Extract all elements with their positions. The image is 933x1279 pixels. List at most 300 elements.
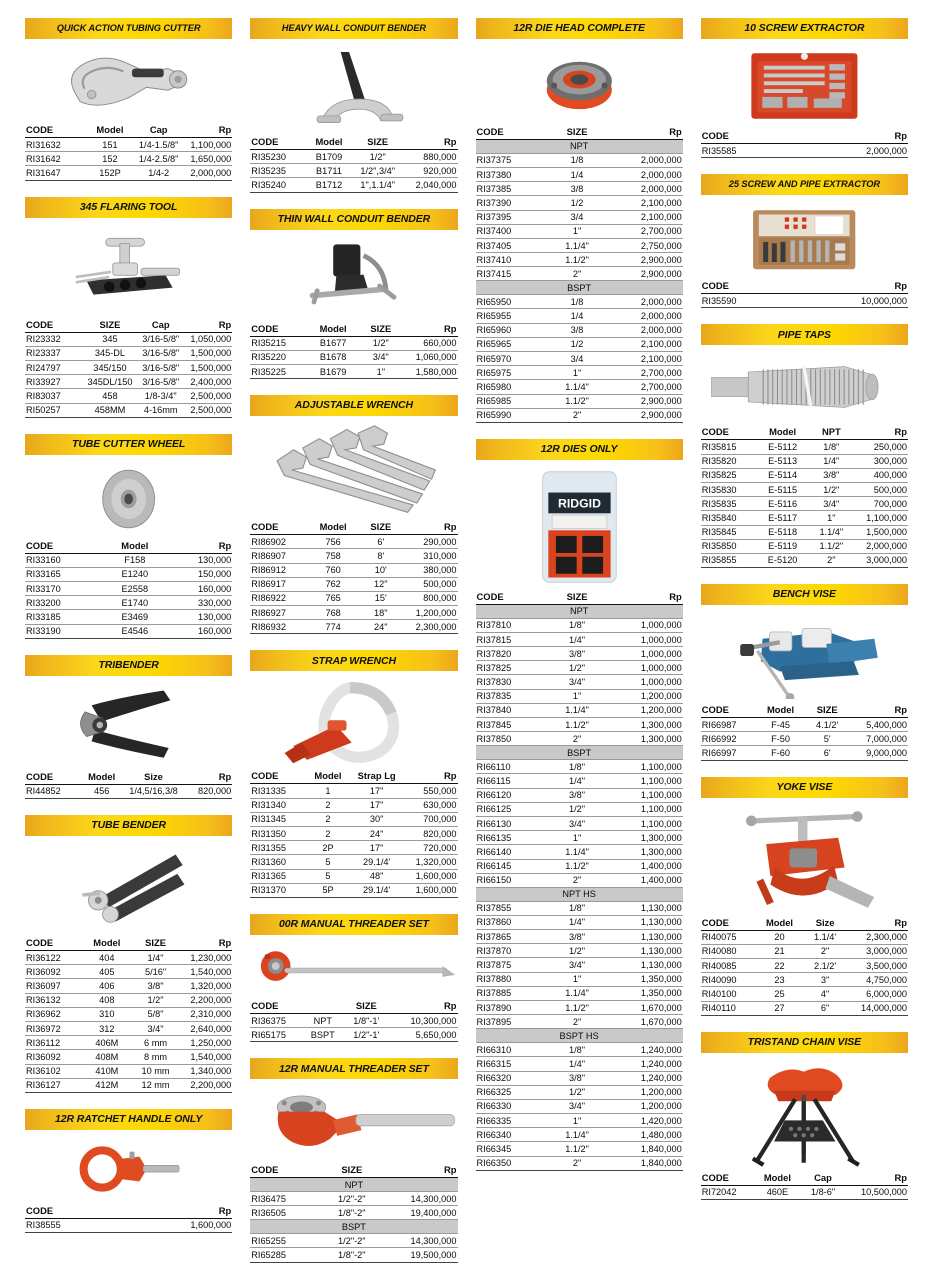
spec-table — [250, 322, 457, 380]
spec-table — [701, 425, 908, 568]
section-spacer — [250, 379, 457, 395]
table-row — [25, 1021, 232, 1035]
column-header: Cap — [800, 1171, 846, 1186]
table-row — [476, 1128, 683, 1142]
product-price: 2,700,000 — [608, 380, 683, 394]
table-row — [250, 1206, 457, 1220]
product-price: 1,200,000 — [608, 1085, 683, 1099]
product-code: RI37810 — [476, 618, 546, 632]
table-row — [476, 774, 683, 788]
product-attr: 2P — [306, 841, 350, 855]
product-attr: 1/2 — [546, 337, 608, 351]
table-row — [476, 1043, 683, 1057]
column-header: CODE — [25, 539, 100, 554]
product-price: 1,600,000 — [139, 1218, 232, 1232]
table-row — [476, 718, 683, 732]
product-price: 2,000,000 — [608, 182, 683, 196]
product-code: RI66992 — [701, 732, 757, 746]
column-header: Rp — [139, 1204, 232, 1219]
product-attr: 1.1/2" — [546, 859, 608, 873]
product-attr: E-5116 — [757, 497, 809, 511]
product-code: RI37895 — [476, 1015, 546, 1029]
table-row — [250, 1234, 457, 1248]
column-header: Rp — [404, 135, 458, 150]
section-banner — [25, 197, 232, 218]
column-header: Rp — [391, 999, 457, 1014]
table-row — [250, 563, 457, 577]
column-header: CODE — [701, 279, 815, 294]
table-header-row — [701, 279, 908, 294]
product-price: 290,000 — [404, 535, 458, 549]
product-attr: 1/4" — [546, 774, 608, 788]
table-header-row — [25, 539, 232, 554]
table-header-row — [25, 318, 232, 333]
table-row — [476, 352, 683, 366]
product-section — [25, 197, 232, 434]
product-attr: 10 mm — [131, 1064, 181, 1078]
product-price: 1,300,000 — [608, 718, 683, 732]
product-attr: 2 — [306, 812, 350, 826]
product-price: 1,500,000 — [185, 360, 233, 374]
product-attr: 1.1/2" — [546, 1142, 608, 1156]
product-attr: 410M — [83, 1064, 131, 1078]
table-row — [701, 732, 908, 746]
column-header: Model — [83, 936, 131, 951]
product-price: 380,000 — [404, 563, 458, 577]
section-spacer — [476, 1171, 683, 1187]
section-banner — [476, 439, 683, 460]
product-attr: 152 — [87, 152, 133, 166]
table-row — [25, 1064, 232, 1078]
table-header-row — [25, 936, 232, 951]
product-attr: 460E — [755, 1185, 801, 1199]
column-header: SIZE — [546, 125, 608, 140]
table-row — [25, 389, 232, 403]
section-spacer — [250, 193, 457, 209]
product-price: 500,000 — [404, 577, 458, 591]
product-code: RI35215 — [250, 336, 308, 350]
column-header: Model — [757, 425, 809, 440]
table-row — [250, 150, 457, 164]
product-code: RI37815 — [476, 632, 546, 646]
group-label: BSPT — [250, 1220, 457, 1234]
product-code: RI35835 — [701, 497, 757, 511]
table-header-row — [701, 703, 908, 718]
product-price: 1,350,000 — [608, 986, 683, 1000]
product-attr: F158 — [100, 553, 170, 567]
table-row — [476, 408, 683, 422]
product-code: RI36102 — [25, 1064, 83, 1078]
column-header: Strap Lg — [350, 769, 404, 784]
product-attr: 27 — [757, 1001, 803, 1015]
table-row — [701, 525, 908, 539]
column-header: CODE — [25, 123, 87, 138]
table-row — [701, 987, 908, 1001]
table-row — [701, 497, 908, 511]
column-header: Cap — [133, 123, 185, 138]
product-price: 2,000,000 — [854, 539, 908, 553]
product-attr: 25 — [757, 987, 803, 1001]
table-group-row — [250, 1220, 457, 1234]
table-row — [250, 606, 457, 620]
table-row — [476, 1000, 683, 1014]
product-section — [250, 18, 457, 209]
product-code: RI31335 — [250, 784, 306, 798]
product-code: RI66150 — [476, 873, 546, 887]
product-code: RI23332 — [25, 332, 83, 346]
column-header: NPT — [809, 425, 855, 440]
product-attr: 1/8"-2" — [321, 1206, 383, 1220]
product-code: RI65990 — [476, 408, 546, 422]
product-code: RI40110 — [701, 1001, 757, 1015]
table-row — [25, 375, 232, 389]
product-code: RI31345 — [250, 812, 306, 826]
product-section — [25, 655, 232, 815]
table-row — [701, 482, 908, 496]
product-code: RI66330 — [476, 1099, 546, 1113]
product-code: RI66120 — [476, 788, 546, 802]
product-code: RI35825 — [701, 468, 757, 482]
product-price: 2,000,000 — [815, 144, 908, 158]
product-code: RI37880 — [476, 972, 546, 986]
product-price: 1,230,000 — [180, 951, 232, 965]
product-attr: 1.1/2" — [809, 539, 855, 553]
product-attr: 1" — [546, 1114, 608, 1128]
section-spacer — [701, 1016, 908, 1032]
section-spacer — [250, 898, 457, 914]
product-price: 800,000 — [404, 591, 458, 605]
cutter-wheel-icon — [25, 459, 232, 539]
spec-table — [476, 590, 683, 1171]
table-row — [25, 1050, 232, 1064]
product-code: RI33165 — [25, 567, 100, 581]
product-code: RI66325 — [476, 1085, 546, 1099]
product-code: RI65950 — [476, 295, 546, 309]
product-attr: 3/8" — [131, 979, 181, 993]
product-section — [250, 650, 457, 914]
column-header: SIZE — [358, 322, 404, 337]
product-code: RI35225 — [250, 364, 308, 378]
section-banner — [25, 1109, 232, 1130]
section-title: 12R RATCHET HANDLE ONLY — [55, 1113, 203, 1126]
product-attr: 762 — [308, 577, 358, 591]
product-code: RI66110 — [476, 760, 546, 774]
product-price: 160,000 — [170, 582, 232, 596]
product-attr: E3469 — [100, 610, 170, 624]
product-code: RI31370 — [250, 883, 306, 897]
product-code: RI66350 — [476, 1156, 546, 1170]
table-row — [476, 1114, 683, 1128]
section-banner — [250, 18, 457, 39]
product-price: 10,500,000 — [846, 1185, 908, 1199]
product-price: 2,900,000 — [608, 394, 683, 408]
12r-threader-icon — [250, 1083, 457, 1163]
column-header: Rp — [815, 279, 908, 294]
product-price: 2,500,000 — [185, 403, 233, 417]
product-attr: E-5117 — [757, 511, 809, 525]
product-price: 1,050,000 — [185, 332, 233, 346]
product-price: 1,240,000 — [608, 1057, 683, 1071]
spec-table — [250, 1163, 457, 1262]
table-row — [25, 138, 232, 152]
product-attr: 1.1/4" — [546, 1128, 608, 1142]
product-attr: 1" — [809, 511, 855, 525]
product-code: RI36122 — [25, 951, 83, 965]
product-price: 300,000 — [854, 454, 908, 468]
product-code: RI37395 — [476, 210, 546, 224]
product-attr: 21 — [757, 944, 803, 958]
product-attr: 5 — [306, 855, 350, 869]
section-title: 12R DIE HEAD COMPLETE — [513, 22, 645, 35]
product-price: 1,670,000 — [608, 1015, 683, 1029]
product-code: RI37840 — [476, 703, 546, 717]
product-attr: 1/8-3/4" — [137, 389, 185, 403]
product-price: 1,600,000 — [404, 869, 458, 883]
product-price: 1,340,000 — [180, 1064, 232, 1078]
product-price: 2,750,000 — [608, 238, 683, 252]
product-attr: 2" — [546, 732, 608, 746]
product-price: 2,900,000 — [608, 253, 683, 267]
column-header: CODE — [250, 520, 308, 535]
product-code: RI36092 — [25, 1050, 83, 1064]
table-row — [476, 788, 683, 802]
column-header: SIZE — [321, 1163, 383, 1178]
product-attr: 4.1/2' — [804, 718, 850, 732]
table-row — [25, 582, 232, 596]
product-attr: 1/2" — [546, 661, 608, 675]
product-price: 19,500,000 — [383, 1248, 458, 1262]
product-code: RI35230 — [250, 150, 306, 164]
product-attr: 345/150 — [83, 360, 137, 374]
table-group-row — [476, 604, 683, 618]
product-attr: 2" — [546, 1156, 608, 1170]
section-title: YOKE VISE — [776, 780, 833, 793]
product-code: RI37875 — [476, 958, 546, 972]
table-header-row — [250, 1163, 457, 1178]
table-row — [25, 553, 232, 567]
product-attr: 412M — [83, 1078, 131, 1092]
product-price: 820,000 — [404, 827, 458, 841]
column-header — [304, 999, 341, 1014]
table-group-row — [476, 746, 683, 760]
product-attr: 3/8" — [546, 788, 608, 802]
product-code: RI31355 — [250, 841, 306, 855]
section-title: TUBE CUTTER WHEEL — [72, 437, 186, 450]
pipe-tap-icon — [701, 349, 908, 425]
catalog-column-1 — [16, 18, 241, 1259]
column-header: Model — [81, 770, 122, 785]
table-header-row — [250, 769, 457, 784]
product-attr: F-45 — [757, 718, 805, 732]
product-attr: 1.1/4" — [546, 845, 608, 859]
group-label: NPT HS — [476, 887, 683, 901]
column-header: Rp — [180, 936, 232, 951]
section-title: 12R DIES ONLY — [540, 443, 618, 456]
group-label: BSPT — [476, 746, 683, 760]
table-row — [25, 784, 232, 798]
table-header-row — [250, 135, 457, 150]
product-attr: 1",1.1/4" — [352, 178, 404, 192]
product-attr: 4-16mm — [137, 403, 185, 417]
product-price: 1,480,000 — [608, 1128, 683, 1142]
product-attr: 406 — [83, 979, 131, 993]
table-row — [701, 1185, 908, 1199]
table-row — [250, 336, 457, 350]
product-price: 2,310,000 — [180, 1007, 232, 1021]
product-attr: 1.1/4" — [546, 986, 608, 1000]
product-attr: 1/4-1.5/8" — [133, 138, 185, 152]
product-attr: 1" — [546, 831, 608, 845]
table-row — [250, 812, 457, 826]
section-title: 10 SCREW EXTRACTOR — [744, 22, 865, 35]
section-spacer — [25, 1233, 232, 1249]
product-attr: 2" — [809, 553, 855, 567]
table-row — [25, 360, 232, 374]
product-code: RI37825 — [476, 661, 546, 675]
product-attr: 1/8"-1' — [341, 1013, 391, 1027]
product-code: RI35820 — [701, 454, 757, 468]
table-row — [476, 295, 683, 309]
product-attr: 1/8 — [546, 295, 608, 309]
product-attr: 405 — [83, 965, 131, 979]
section-banner — [250, 1058, 457, 1079]
product-attr: 2" — [546, 873, 608, 887]
table-row — [476, 647, 683, 661]
product-code: RI37375 — [476, 153, 546, 167]
product-attr: 1" — [546, 689, 608, 703]
product-code: RI65960 — [476, 323, 546, 337]
table-row — [476, 915, 683, 929]
product-price: 160,000 — [170, 624, 232, 638]
column-header: Rp — [846, 1171, 908, 1186]
section-spacer — [25, 1093, 232, 1109]
table-row — [476, 661, 683, 675]
table-row — [476, 901, 683, 915]
product-price: 500,000 — [854, 482, 908, 496]
product-section — [25, 18, 232, 197]
product-attr: 1/4-2 — [133, 166, 185, 180]
conduit-bender-icon — [250, 43, 457, 135]
product-code: RI66345 — [476, 1142, 546, 1156]
table-row — [250, 364, 457, 378]
table-row — [476, 380, 683, 394]
table-row — [476, 845, 683, 859]
spec-table — [701, 703, 908, 761]
product-price: 1,060,000 — [404, 350, 458, 364]
product-code: RI33170 — [25, 582, 100, 596]
product-code: RI86922 — [250, 591, 308, 605]
section-title: 345 FLARING TOOL — [79, 200, 178, 213]
product-code: RI35220 — [250, 350, 308, 364]
section-spacer — [25, 181, 232, 197]
product-code: RI37400 — [476, 224, 546, 238]
table-group-row — [476, 1029, 683, 1043]
product-attr: 1/4" — [131, 951, 181, 965]
product-code: RI35830 — [701, 482, 757, 496]
product-price: 9,000,000 — [850, 746, 908, 760]
product-attr: 1/4" — [546, 1057, 608, 1071]
product-attr: 1.1/4" — [546, 703, 608, 717]
product-attr: E-5114 — [757, 468, 809, 482]
table-row — [476, 944, 683, 958]
table-header-row — [250, 999, 457, 1014]
product-attr: 1.1/2" — [546, 718, 608, 732]
product-attr: 345 — [83, 332, 137, 346]
table-row — [476, 238, 683, 252]
product-attr: 1.1/2" — [546, 1000, 608, 1014]
product-attr: 1/8 — [546, 153, 608, 167]
section-spacer — [25, 418, 232, 434]
product-attr: 756 — [308, 535, 358, 549]
product-price: 1,840,000 — [608, 1156, 683, 1170]
column-header: Rp — [608, 125, 683, 140]
product-attr: 12 mm — [131, 1078, 181, 1092]
adjustable-wrench-icon — [250, 420, 457, 520]
product-code: RI37870 — [476, 944, 546, 958]
product-code: RI37865 — [476, 930, 546, 944]
product-code: RI31642 — [25, 152, 87, 166]
product-code: RI33190 — [25, 624, 100, 638]
column-header: CODE — [25, 1204, 139, 1219]
product-price: 2,100,000 — [608, 196, 683, 210]
product-price: 1,130,000 — [608, 958, 683, 972]
product-section — [250, 209, 457, 396]
product-attr: 1/2" — [809, 482, 855, 496]
table-row — [250, 827, 457, 841]
column-header: Rp — [404, 520, 458, 535]
product-attr: 3/8" — [546, 647, 608, 661]
column-header: Model — [306, 769, 350, 784]
product-code: RI37860 — [476, 915, 546, 929]
product-price: 1,200,000 — [608, 703, 683, 717]
section-banner — [701, 324, 908, 345]
product-code: RI66320 — [476, 1071, 546, 1085]
product-price: 1,500,000 — [854, 525, 908, 539]
table-row — [701, 973, 908, 987]
product-attr: 765 — [308, 591, 358, 605]
section-title: STRAP WRENCH — [311, 654, 396, 667]
section-spacer — [25, 639, 232, 655]
table-row — [701, 539, 908, 553]
table-row — [476, 1015, 683, 1029]
product-attr: 10' — [358, 563, 404, 577]
product-attr: 30" — [350, 812, 404, 826]
group-label: NPT — [476, 140, 683, 154]
table-row — [250, 178, 457, 192]
product-price: 1,100,000 — [608, 774, 683, 788]
product-section — [25, 1109, 232, 1249]
product-attr: 1" — [546, 366, 608, 380]
product-code: RI66315 — [476, 1057, 546, 1071]
table-header-row — [25, 123, 232, 138]
product-price: 130,000 — [170, 610, 232, 624]
product-price: 700,000 — [854, 497, 908, 511]
product-code: RI33927 — [25, 375, 83, 389]
product-attr: 3/4 — [546, 352, 608, 366]
product-price: 1,130,000 — [608, 901, 683, 915]
section-spacer — [476, 423, 683, 439]
table-row — [476, 1142, 683, 1156]
product-code: RI31360 — [250, 855, 306, 869]
section-banner — [701, 18, 908, 39]
section-banner — [701, 174, 908, 195]
product-attr: 6' — [804, 746, 850, 760]
product-attr: 1/4 — [546, 309, 608, 323]
product-price: 3,500,000 — [848, 959, 908, 973]
section-spacer — [701, 761, 908, 777]
product-price: 150,000 — [170, 567, 232, 581]
column-header: Model — [306, 135, 352, 150]
